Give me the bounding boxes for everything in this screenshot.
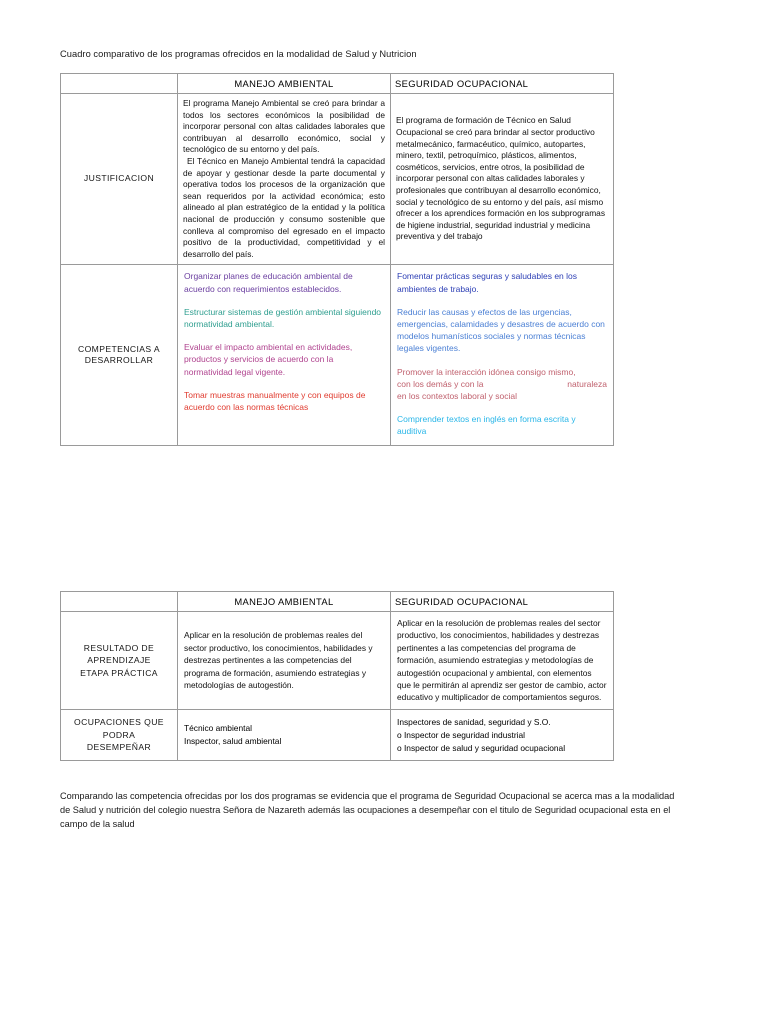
competencia-seguridad-item-3-line-a: Promover la interacción idónea consigo mismo, [397, 366, 576, 377]
justificacion-manejo-para-2: El Técnico en Manejo Ambiental tendrá la capacidad de apoyar y gestionar desde la parte documental y operativa todos los procesos de la organización que sean requeridos por la actividad económica; esto alineado al plan estratégico de la entidad y la política nacional de producción y consumo sostenible que conlleva al compromiso del egresado en el impacto positivo de la productividad, competitividad y el desarrollo del país. [183, 155, 385, 259]
cell-ocupaciones-manejo [178, 709, 391, 760]
resultado-seguridad-text: Aplicar en la resolución de problemas reales del sector productivo, los conocimientos, habilidades y destrezas pertinentes a las competencias del programa de formación, asumiendo estrategias y metodologías de autogestión ocupacional y ambiental, con elementos que le permitirán al aprendiz ser gestor de cambio, actor educativo y multiplicador de comportamientos seguros. [397, 618, 607, 703]
row-label-ocupaciones-line3: DESEMPEÑAR [86, 742, 152, 753]
header-cell-manejo-ambiental-2: MANEJO AMBIENTAL [178, 592, 391, 612]
competencia-seguridad-item-1: Fomentar prácticas seguras y saludables en los ambientes de trabajo. [397, 271, 578, 294]
cell-resultado-seguridad [391, 612, 614, 710]
cell-justificacion-manejo [178, 94, 391, 265]
competencia-manejo-item-4: Tomar muestras manualmente y con equipos de acuerdo con las normas técnicas [184, 389, 366, 412]
competencia-seguridad-item-3-line-b-right: naturaleza [567, 378, 607, 389]
competencia-manejo-item-1: Organizar planes de educación ambiental de acuerdo con requerimientos establecidos. [184, 271, 353, 294]
closing-paragraph [60, 789, 680, 831]
resultado-manejo-text: Aplicar en la resolución de problemas reales del sector productivo, los conocimientos, habilidades y destrezas pertinentes a las competencias del programa de formación, asumiendo estrategias y metodologías de autogestión. [184, 630, 373, 691]
cell-competencias-seguridad [391, 265, 614, 446]
header-cell-seguridad-ocupacional-2: SEGURIDAD OCUPACIONAL [391, 592, 614, 612]
row-label-competencias-line2: DESARROLLAR [84, 355, 154, 366]
comparison-table-one [60, 73, 614, 446]
row-label-resultado-line1: RESULTADO DE [83, 642, 155, 653]
row-label-competencias-line1: COMPETENCIAS A [77, 343, 160, 354]
ocupaciones-seguridad-line-1: Inspectores de sanidad, seguridad y S.O. [397, 716, 551, 727]
row-label-resultado-line3: ETAPA PRÁCTICA [80, 667, 158, 678]
justificacion-seguridad-para-1: El programa de formación de Técnico en Salud Ocupacional se creó para brindar al sector productivo metalmecánico, farmacéutico, químico, autopartes, minero, textil, petroquímico, plásticos, alimentos, cosméticos, servicios, entre otros, la posibilidad de incorporar personal con altas calidades laborales y profesionales que contribuyan al desarrollo económico, social y tecnológico de su entorno y del país, así mismo ofrecer a los aprendices formación en los subprogramas de higiene industrial, seguridad industrial y medicina preventiva y del trabajo [396, 115, 606, 242]
competencia-seguridad-item-4: Comprender textos en inglés en forma escrita y auditiva [397, 414, 576, 437]
competencia-manejo-item-2: Estructurar sistemas de gestión ambiental siguiendo normatividad ambiental. [184, 306, 382, 329]
comparison-table-two [60, 591, 614, 761]
table-row-ocupaciones [61, 709, 614, 760]
competencia-seguridad-item-3-line-c: en los contextos laboral y social [397, 390, 518, 401]
ocupaciones-manejo-line-2: Inspector, salud ambiental [184, 736, 282, 747]
row-label-ocupaciones-line1: OCUPACIONES QUE [74, 717, 164, 728]
header-cell-blank-2 [61, 592, 178, 612]
table-row-resultado-aprendizaje [61, 612, 614, 710]
competencia-manejo-item-3: Evaluar el impacto ambiental en actividades, productos y servicios de acuerdo con la normatividad legal vigente. [184, 342, 353, 377]
ocupaciones-seguridad-line-2: o Inspector de seguridad industrial [397, 729, 526, 740]
ocupaciones-manejo-line-1: Técnico ambiental [184, 723, 252, 734]
row-label-resultado-aprendizaje [61, 612, 178, 710]
row-label-competencias [61, 265, 178, 446]
intro-paragraph: Cuadro comparativo de los programas ofrecidos en la modalidad de Salud y Nutricion [60, 49, 417, 59]
closing-paragraph-text: Comparando las competencia ofrecidas por los dos programas se evidencia que el programa de Seguridad Ocupacional se acerca mas a la modalidad de Salud y nutrición del colegio nuestra Señora de Nazareth además las ocupaciones a desempeñar con el titulo de Seguridad ocupacional esta en el campo de la salud [60, 791, 675, 829]
row-label-ocupaciones [61, 709, 178, 760]
competencia-seguridad-item-2: Reducir las causas y efectos de las urgencias, emergencias, calamidades y desastres de acuerdo con modelos humanísticos sociales y normas técnicas legales vigentes. [397, 306, 605, 354]
competencia-seguridad-item-3-line-b-left: con los demás y con la [397, 378, 484, 389]
cell-resultado-manejo [178, 612, 391, 710]
header-cell-seguridad-ocupacional: SEGURIDAD OCUPACIONAL [391, 74, 614, 94]
row-label-justificacion: JUSTIFICACION [61, 94, 178, 265]
ocupaciones-seguridad-line-3: o Inspector de salud y seguridad ocupacional [397, 742, 566, 753]
cell-competencias-manejo [178, 265, 391, 446]
header-cell-manejo-ambiental: MANEJO AMBIENTAL [178, 74, 391, 94]
header-cell-blank [61, 74, 178, 94]
table-one-header-row [61, 74, 614, 94]
competencia-seguridad-item-3 [397, 366, 607, 403]
row-label-ocupaciones-line2: PODRA [102, 729, 136, 740]
table-row-competencias [61, 265, 614, 446]
row-label-resultado-line2: APRENDIZAJE [87, 655, 151, 666]
cell-justificacion-seguridad [391, 94, 614, 265]
table-two-header-row [61, 592, 614, 612]
cell-ocupaciones-seguridad [391, 709, 614, 760]
table-row-justificacion [61, 94, 614, 265]
competencia-seguridad-item-3-line-b [397, 378, 607, 390]
justificacion-manejo-para-1: El programa Manejo Ambiental se creó para brindar a todos los sectores económicos la posibilidad de incorporar personal con altas calidades laborales que contribuyan al desarrollo económico, social y tecnológico de su entorno y del país. [183, 98, 385, 155]
